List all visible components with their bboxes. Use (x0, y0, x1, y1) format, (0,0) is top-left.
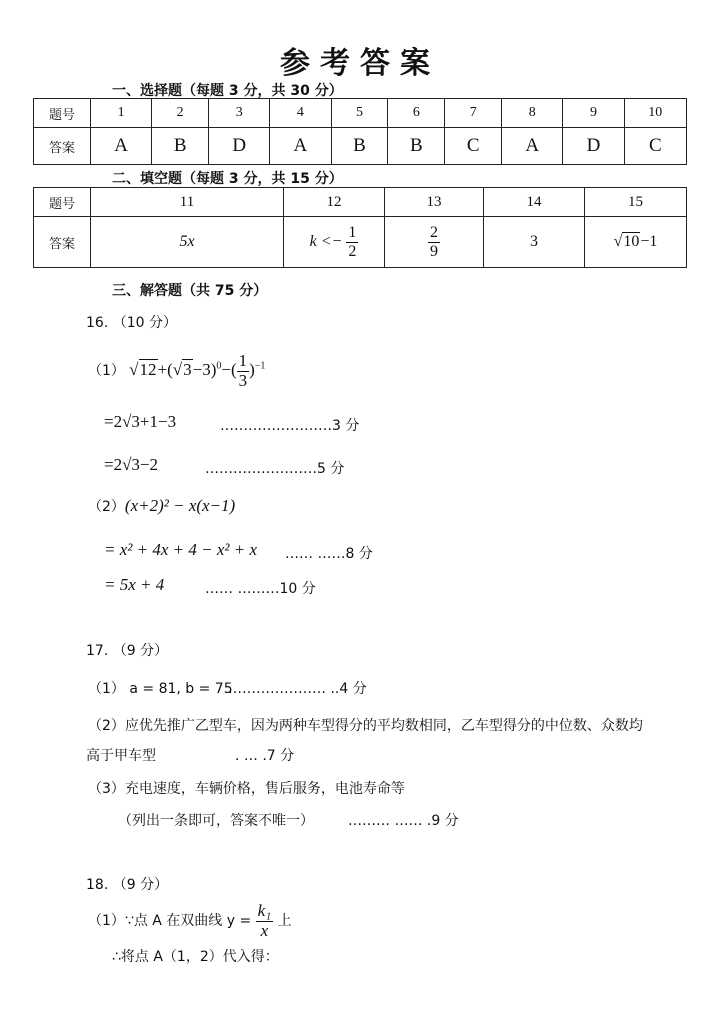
fraction (346, 224, 358, 260)
table-row (34, 188, 687, 217)
q17-part1-score: ………………… ..4 分 (228, 681, 367, 697)
sqrt: √10 (613, 233, 640, 250)
table-cell: C (445, 128, 502, 165)
q17-part2-line2: 高于甲车型 (86, 748, 156, 764)
q16-step3: = x² + 4x + 4 − x² + x (104, 540, 257, 559)
table-header-cell: 答案 (34, 217, 91, 268)
table-cell: 9 (563, 99, 624, 128)
table-cell: 1 (91, 99, 152, 128)
exponent: −1 (254, 360, 266, 372)
table-cell: 7 (445, 99, 502, 128)
table-cell: D (209, 128, 270, 165)
table-cell: 3 (209, 99, 270, 128)
page-title: 参考答案 (280, 46, 440, 81)
table-cell: 10 (624, 99, 686, 128)
fill-answer-table (33, 187, 687, 268)
numerator: 1 (238, 351, 248, 370)
q17-part3-line1: （3）充电速度，车辆价格，售后服务，电池寿命等 (88, 781, 405, 797)
table-cell: B (152, 128, 209, 165)
sqrt: √12 (129, 360, 157, 380)
fraction (428, 224, 440, 260)
table-row (34, 99, 687, 128)
q18-part1-suffix: 上 (277, 913, 292, 930)
expr: +( (157, 360, 173, 380)
table-row (34, 217, 687, 268)
section3-heading: 三、解答题（共 75 分） (112, 283, 268, 299)
table-cell: A (91, 128, 152, 165)
denominator: 2 (348, 242, 357, 260)
q18-part1-prefix: （1）∵点 A 在双曲线 y = (88, 913, 252, 930)
radicand: 10 (623, 233, 640, 250)
table-cell: D (563, 128, 624, 165)
expr: (x+2)² − x(x−1) (124, 496, 236, 515)
part-label: （1） (88, 363, 125, 380)
answer-12-prefix: k <− (309, 232, 343, 250)
q16-part2 (88, 496, 235, 516)
exponent: 0 (216, 360, 222, 372)
answer-12 (284, 217, 385, 268)
answer-13 (385, 217, 484, 268)
table-header-cell: 答案 (34, 128, 91, 165)
q16-step2: =2√3−2 (104, 455, 159, 474)
q18-part1 (88, 902, 292, 940)
expr: ) (249, 360, 255, 380)
table-cell: 14 (484, 188, 585, 217)
q16-step3-score: …… ……8 分 (285, 546, 373, 562)
table-cell: 8 (502, 99, 563, 128)
denominator: 9 (430, 242, 438, 260)
table-cell: 11 (91, 188, 284, 217)
table-cell: 5 (331, 99, 388, 128)
expr: −( (221, 360, 237, 380)
table-cell: A (270, 128, 331, 165)
table-cell: 4 (270, 99, 331, 128)
denominator: 3 (238, 370, 248, 390)
denominator: x (260, 920, 269, 940)
choice-answer-table (33, 98, 687, 165)
radicand: 12 (139, 360, 157, 380)
table-header-cell: 题号 (34, 99, 91, 128)
q17-part3-line2: （列出一条即可，答案不唯一） (118, 813, 314, 829)
answer-14: 3 (484, 217, 585, 268)
q16-part1 (88, 352, 265, 390)
fraction (256, 902, 273, 940)
section1-heading: 一、选择题（每题 3 分，共 30 分） (112, 83, 343, 99)
numerator: 2 (430, 223, 438, 241)
q16-step1: =2√3+1−3 (104, 412, 177, 431)
part-label: （2） (88, 499, 125, 515)
table-cell: 2 (152, 99, 209, 128)
table-header-cell: 题号 (34, 188, 91, 217)
table-cell: 6 (388, 99, 445, 128)
answer-11: 5x (91, 217, 284, 268)
numerator: 1 (348, 223, 357, 241)
q16-step1-score: ……………………3 分 (220, 418, 360, 434)
radicand: 3 (183, 360, 192, 380)
q18-part2: ∴将点 A（1，2）代入得： (112, 949, 279, 965)
table-row (34, 128, 687, 165)
sqrt: √3 (172, 360, 192, 380)
q16-header: 16. （10 分） (86, 315, 177, 331)
answer-15 (585, 217, 687, 268)
numerator: k₁ (257, 901, 272, 920)
q17-part2-line1: （2）应优先推广乙型车，因为两种车型得分的平均数相同，乙车型得分的中位数、众数均 (88, 718, 643, 734)
table-cell: B (388, 128, 445, 165)
expr: −3) (192, 360, 217, 380)
section2-heading: 二、填空题（每题 3 分，共 15 分） (112, 171, 343, 187)
q17-part1: （1） a = 81, b = 75 (88, 681, 233, 697)
q16-step4-score: …… ………10 分 (205, 581, 316, 597)
table-cell: 15 (585, 188, 687, 217)
q17-part2-score: . … .7 分 (235, 748, 295, 764)
table-cell: A (502, 128, 563, 165)
table-cell: B (331, 128, 388, 165)
q16-step4: = 5x + 4 (104, 575, 165, 594)
q17-part3-score: ……… …… .9 分 (348, 813, 459, 829)
answer-15-tail: −1 (640, 233, 658, 250)
fraction (237, 352, 250, 390)
q16-step2-score: ……………………5 分 (205, 461, 345, 477)
q18-header: 18. （9 分） (86, 877, 169, 893)
table-cell: 12 (284, 188, 385, 217)
table-cell: 13 (385, 188, 484, 217)
q17-header: 17. （9 分） (86, 643, 169, 659)
table-cell: C (624, 128, 686, 165)
